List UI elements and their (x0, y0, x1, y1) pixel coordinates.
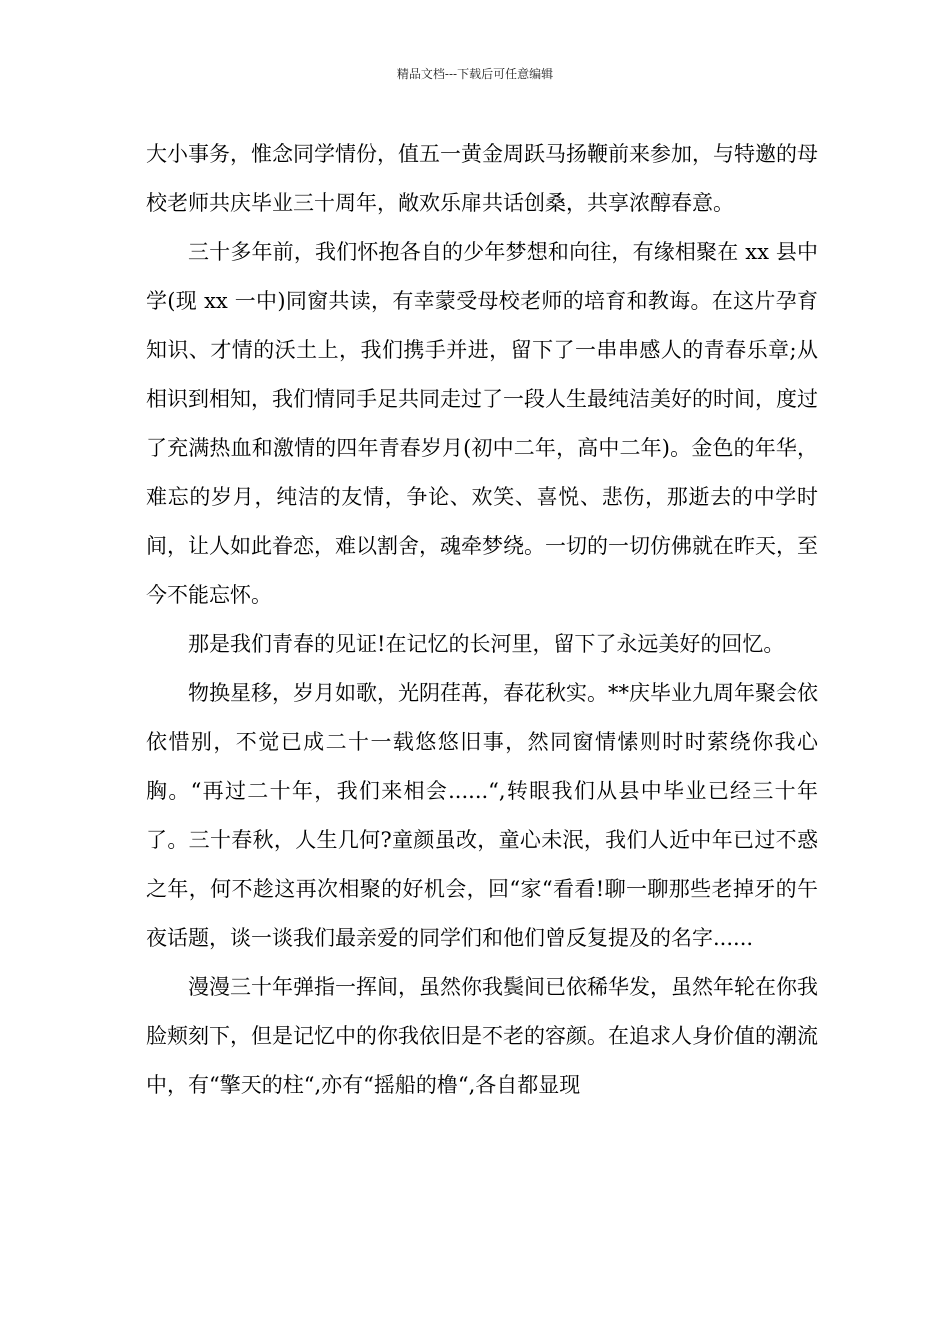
paragraph-5: 漫漫三十年弹指一挥间，虽然你我鬓间已依稀华发，虽然年轮在你我脸颊刻下，但是记忆中的你我依旧是不老的容颜。在追求人身价值的潮流中，有“擎天的柱“,亦有“摇船的橹“,各自都显现 (146, 975, 818, 1097)
paragraph-3: 那是我们青春的见证!在记忆的长河里，留下了永远美好的回忆。 (188, 632, 785, 656)
paragraph-4: 物换星移，岁月如歌，光阴荏苒，春花秋实。**庆毕业九周年聚会依依惜别，不觉已成二十一载悠悠旧事，然同窗情愫则时时萦绕你我心胸。“再过二十年，我们来相会......“,转眼我们从县中毕业已经三十年了。三十春秋，人生几何?童颜虽改，童心未泯，我们人近中年已过不惑之年，何不趁这再次相聚的好机会，回“家“看看!聊一聊那些老掉牙的午夜话题，谈一谈我们最亲爱的同学们和他们曾反复提及的名字...... (146, 681, 818, 950)
paragraph-1: 大小事务，惟念同学情份，值五一黄金周跃马扬鞭前来参加，与特邀的母校老师共庆毕业三十周年，敞欢乐扉共话创桑，共享浓醇春意。 (146, 142, 818, 215)
paragraph-2: 三十多年前，我们怀抱各自的少年梦想和向往，有缘相聚在 xx 县中学(现 xx 一中)同窗共读，有幸蒙受母校老师的培育和教诲。在这片孕育知识、才情的沃土上，我们携手并进，留下了一串串感人的青春乐章;从相识到相知，我们情同手足共同走过了一段人生最纯洁美好的时间，度过了充满热血和激情的四年青春岁月(初中二年，高中二年)。金色的年华，难忘的岁月，纯洁的友情，争论、欢笑、喜悦、悲伤，那逝去的中学时间，让人如此眷恋，难以割舍，魂牵梦绕。一切的一切仿佛就在昨天，至今不能忘怀。 (146, 240, 818, 607)
document-body (146, 130, 818, 1110)
page-header: 精品文档---下载后可任意编辑 (396, 67, 554, 81)
